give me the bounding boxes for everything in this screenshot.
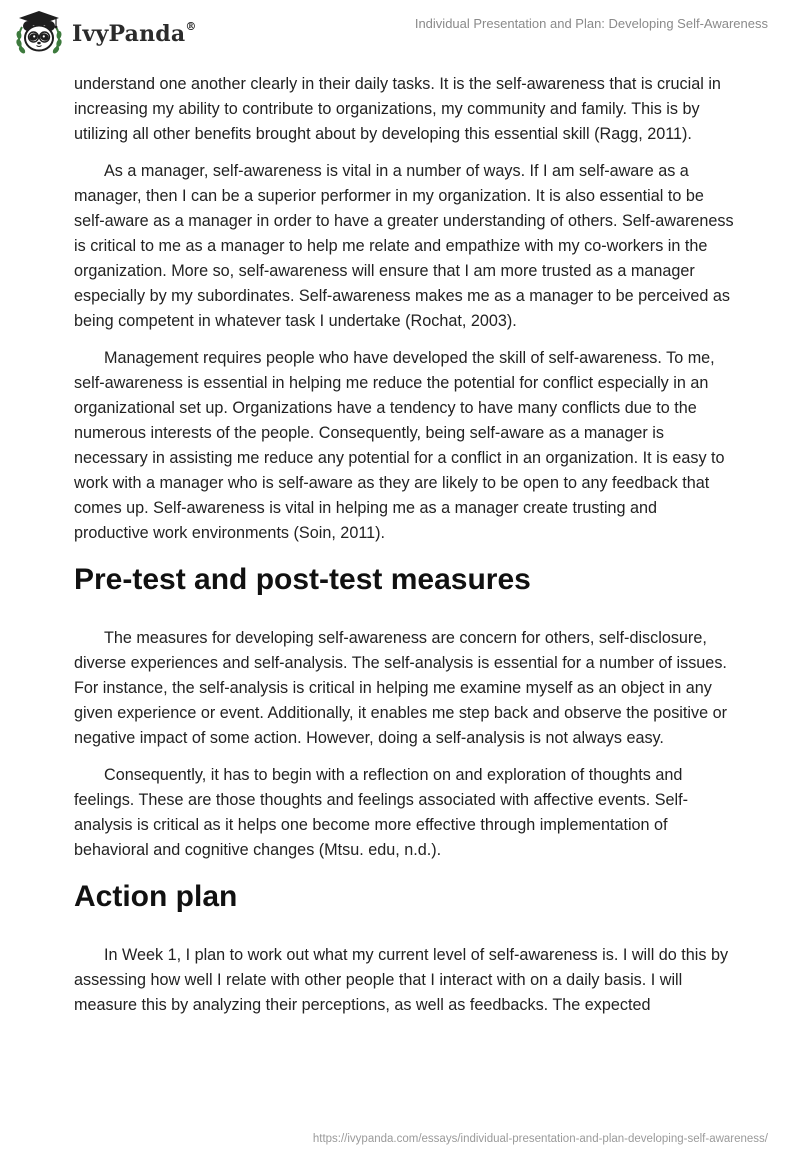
- essay-body: [74, 72, 734, 1030]
- document-title: Individual Presentation and Plan: Developing Self-Awareness: [414, 16, 768, 31]
- page-header: [0, 0, 800, 64]
- brand-name: IvyPanda®: [72, 19, 197, 47]
- panda-graduate-icon: [14, 9, 64, 55]
- paragraph: Consequently, it has to begin with a reflection on and exploration of thoughts and feelings. These are those thoughts and feelings associated with affective events. Self-analysis is critical as it helps one become more effective through implementation of behavioral and cognitive changes (Mtsu. edu, n.d.).: [74, 766, 689, 859]
- section-heading-action-plan: Action plan: [74, 880, 238, 913]
- ivypanda-logo[interactable]: [14, 8, 197, 56]
- paragraph: The measures for developing self-awareness are concern for others, self-disclosure, diverse experiences and self-analysis. The self-analysis is essential for a number of issues. For instance, the self-analysis is critical in helping me examine myself as an object in any given experience or event. Additionally, it enables me step back and observe the positive or negative impact of some action. However, doing a self-analysis is not always easy.: [74, 629, 727, 747]
- source-url[interactable]: https://ivypanda.com/essays/individual-presentation-and-plan-developing-self-awareness/: [312, 1133, 768, 1145]
- registered-mark: ®: [185, 19, 197, 33]
- paragraph: As a manager, self-awareness is vital in a number of ways. If I am self-aware as a manager, then I can be a superior performer in my organization. It is also essential to be self-aware as a manager in order to have a greater understanding of others. Self-awareness is critical to me as a manager to help me relate and empathize with my co-workers in the organization. More so, self-awareness will ensure that I am more trusted as a manager especially by my subordinates. Self-awareness makes me as a manager to be perceived as being competent in whatever task I undertake (Rochat, 2003).: [74, 162, 734, 330]
- paragraph: In Week 1, I plan to work out what my current level of self-awareness is. I will do this by assessing how well I relate with other people that I interact with on a daily basis. I will measure this by analyzing their perceptions, as well as feedbacks. The expected: [74, 946, 729, 1014]
- paragraph: understand one another clearly in their daily tasks. It is the self-awareness that is crucial in increasing my ability to contribute to organizations, my community and family. This is by utilizing all other benefits brought about by developing this essential skill (Ragg, 2011).: [74, 75, 721, 143]
- section-heading-pretest: Pre-test and post-test measures: [74, 563, 531, 596]
- paragraph: Management requires people who have developed the skill of self-awareness. To me, self-awareness is essential in helping me reduce the potential for conflict especially in an organizational set up. Organizations have a tendency to have many conflicts due to the numerous interests of the people. Consequently, being self-aware as a manager is necessary in assisting me reduce any potential for a conflict in an organization. It is easy to work with a manager who is self-aware as they are likely to be open to any feedback that comes up. Self-awareness is vital in helping me as a manager create trusting and productive work environments (Soin, 2011).: [74, 349, 725, 542]
